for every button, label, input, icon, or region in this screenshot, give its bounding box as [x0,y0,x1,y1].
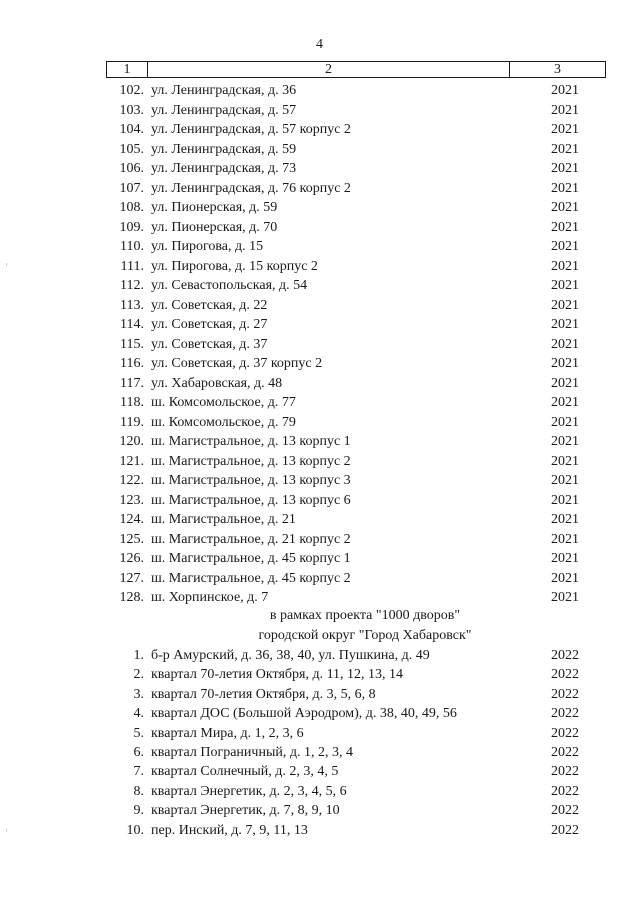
row-year: 2022 [551,706,579,722]
row-year: 2022 [551,648,579,663]
header-col-2: 2 [148,62,510,77]
table-row [0,743,639,762]
row-number: 9. [133,803,144,819]
row-number: 103. [119,102,144,118]
table-row [0,471,639,491]
table-row [0,549,639,569]
row-year: 2022 [551,764,579,780]
table-row [0,762,639,781]
table-row [0,159,639,179]
row-year: 2021 [551,317,579,332]
table-row [0,354,639,374]
table-row [0,452,639,472]
row-address: квартал Энергетик, д. 2, 3, 4, 5, 6 [151,783,347,799]
row-year: 2021 [551,375,579,391]
row-address: ул. Пионерская, д. 70 [151,219,278,235]
row-year: 2021 [551,473,579,488]
row-address: ул. Ленинградская, д. 36 [151,83,297,98]
table-header [106,61,606,78]
row-year: 2021 [551,453,579,469]
row-number: 109. [119,219,144,235]
table-row [0,510,639,530]
table-row [0,646,639,665]
row-number: 112. [120,278,144,293]
row-number: 6. [133,744,144,760]
row-year: 2022 [551,803,579,819]
row-year: 2021 [551,102,579,118]
section-title-line-1: в рамках проекта "1000 дворов" [269,608,461,623]
row-year: 2021 [551,512,579,527]
row-year: 2021 [551,414,579,430]
row-number: 8. [133,783,144,799]
row-number: 3. [133,686,144,702]
row-address: ул. Советская, д. 27 [151,317,268,332]
row-year: 2022 [551,686,579,702]
row-year: 2021 [551,434,579,449]
row-number: 124. [119,512,144,527]
table-row [0,374,639,394]
table-row [0,413,639,433]
row-address: квартал Мира, д. 1, 2, 3, 6 [151,725,304,741]
header-col-3: 3 [554,62,561,77]
row-number: 117. [120,375,144,391]
row-number: 125. [119,531,144,547]
row-address: ул. Ленинградская, д. 59 [151,141,297,157]
table-row [0,218,639,238]
row-address: ш. Магистральное, д. 13 корпус 6 [151,492,351,508]
row-year: 2021 [551,278,579,293]
table-row [0,724,639,743]
row-address: ул. Пирогова, д. 15 корпус 2 [151,258,318,274]
table-row [0,101,639,121]
row-number: 102. [119,83,144,98]
row-number: 10. [126,822,144,838]
row-address: квартал 70-летия Октября, д. 3, 5, 6, 8 [151,686,376,702]
row-number: 127. [119,570,144,586]
row-year: 2021 [551,219,579,235]
row-number: 105. [119,141,144,157]
row-year: 2021 [551,258,579,274]
row-number: 126. [119,551,144,566]
row-year: 2022 [551,783,579,799]
table-row [0,432,639,452]
table-row [0,296,639,316]
row-number: 4. [133,706,144,722]
row-number: 106. [119,161,144,176]
row-address: ш. Магистральное, д. 13 корпус 3 [151,473,351,488]
table-body-2021 [0,81,639,608]
table-row [0,120,639,140]
header-col-1: 1 [107,62,148,77]
row-address: пер. Инский, д. 7, 9, 11, 13 [151,822,308,838]
row-year: 2021 [551,161,579,176]
row-address: ул. Ленинградская, д. 76 корпус 2 [151,180,351,196]
row-number: 119. [120,414,144,430]
row-number: 114. [120,317,144,332]
row-address: квартал Энергетик, д. 7, 8, 9, 10 [151,803,340,819]
table-body-2022 [0,646,639,840]
table-row [0,530,639,550]
row-year: 2021 [551,395,579,410]
table-row [0,81,639,101]
scan-speck: ' [6,828,8,837]
table-row [0,140,639,160]
row-number: 118. [120,395,144,410]
row-year: 2022 [551,667,579,683]
row-address: ш. Хорпинское, д. 7 [151,590,269,605]
row-address: ш. Магистральное, д. 13 корпус 2 [151,453,351,469]
page-number: 4 [316,37,323,52]
row-number: 120. [119,434,144,449]
table-row [0,257,639,277]
row-number: 2. [133,667,144,683]
row-year: 2021 [551,570,579,586]
row-year: 2021 [551,356,579,371]
table-row [0,685,639,704]
row-year: 2021 [551,492,579,508]
table-row [0,179,639,199]
row-number: 5. [133,725,144,741]
table-row [0,782,639,801]
row-address: квартал Пограничный, д. 1, 2, 3, 4 [151,744,353,760]
row-number: 7. [133,764,144,780]
row-number: 123. [119,492,144,508]
scan-speck: ' [6,262,8,271]
row-year: 2021 [551,122,579,137]
row-year: 2022 [551,744,579,760]
table-row [0,393,639,413]
row-year: 2021 [551,551,579,566]
table-row [0,821,639,840]
row-address: ул. Советская, д. 37 корпус 2 [151,356,323,371]
table-row [0,335,639,355]
row-year: 2021 [551,180,579,196]
row-number: 104. [119,122,144,137]
row-address: ш. Магистральное, д. 21 корпус 2 [151,531,351,547]
row-number: 122. [119,473,144,488]
row-number: 116. [120,356,144,371]
table-row [0,491,639,511]
row-address: ул. Ленинградская, д. 57 корпус 2 [151,122,351,137]
table-row [0,198,639,218]
row-address: б-р Амурский, д. 36, 38, 40, ул. Пушкина, д. 49 [151,648,430,663]
row-address: квартал 70-летия Октября, д. 11, 12, 13, 14 [151,667,404,683]
row-number: 108. [119,200,144,215]
row-number: 107. [119,180,144,196]
row-number: 115. [120,336,144,352]
row-year: 2021 [551,531,579,547]
table-row [0,801,639,820]
row-address: ул. Советская, д. 37 [151,336,268,352]
row-year: 2022 [551,725,579,741]
row-year: 2021 [551,83,579,98]
table-row [0,237,639,257]
row-address: ул. Севастопольская, д. 54 [151,278,308,293]
row-address: ул. Советская, д. 22 [151,297,268,313]
row-year: 2022 [551,822,579,838]
row-address: квартал ДОС (Большой Аэродром), д. 38, 40, 49, 56 [151,706,457,722]
row-address: ул. Пионерская, д. 59 [151,200,278,215]
row-address: ш. Комсомольское, д. 77 [151,395,296,410]
row-address: ш. Магистральное, д. 45 корпус 2 [151,570,351,586]
table-row [0,588,639,608]
row-address: ш. Комсомольское, д. 79 [151,414,296,430]
row-year: 2021 [551,141,579,157]
row-address: ул. Ленинградская, д. 73 [151,161,297,176]
row-address: квартал Солнечный, д. 2, 3, 4, 5 [151,764,339,780]
row-year: 2021 [551,297,579,313]
row-address: ш. Магистральное, д. 21 [151,512,296,527]
row-year: 2021 [551,200,579,215]
row-year: 2021 [551,590,579,605]
section-title-line-2: городской округ "Город Хабаровск" [258,627,472,643]
row-address: ул. Хабаровская, д. 48 [151,375,283,391]
row-number: 1. [133,648,144,663]
table-row [0,569,639,589]
row-address: ш. Магистральное, д. 13 корпус 1 [151,434,351,449]
row-address: ул. Ленинградская, д. 57 [151,102,297,118]
table-row [0,276,639,296]
section-heading [0,606,639,645]
row-number: 111. [120,258,144,274]
row-number: 128. [119,590,144,605]
table-row [0,704,639,723]
table-row [0,315,639,335]
row-number: 113. [120,297,144,313]
row-number: 121. [119,453,144,469]
row-year: 2021 [551,336,579,352]
row-year: 2021 [551,239,579,254]
row-address: ул. Пирогова, д. 15 [151,239,264,254]
row-number: 110. [120,239,144,254]
row-address: ш. Магистральное, д. 45 корпус 1 [151,551,351,566]
table-row [0,665,639,684]
